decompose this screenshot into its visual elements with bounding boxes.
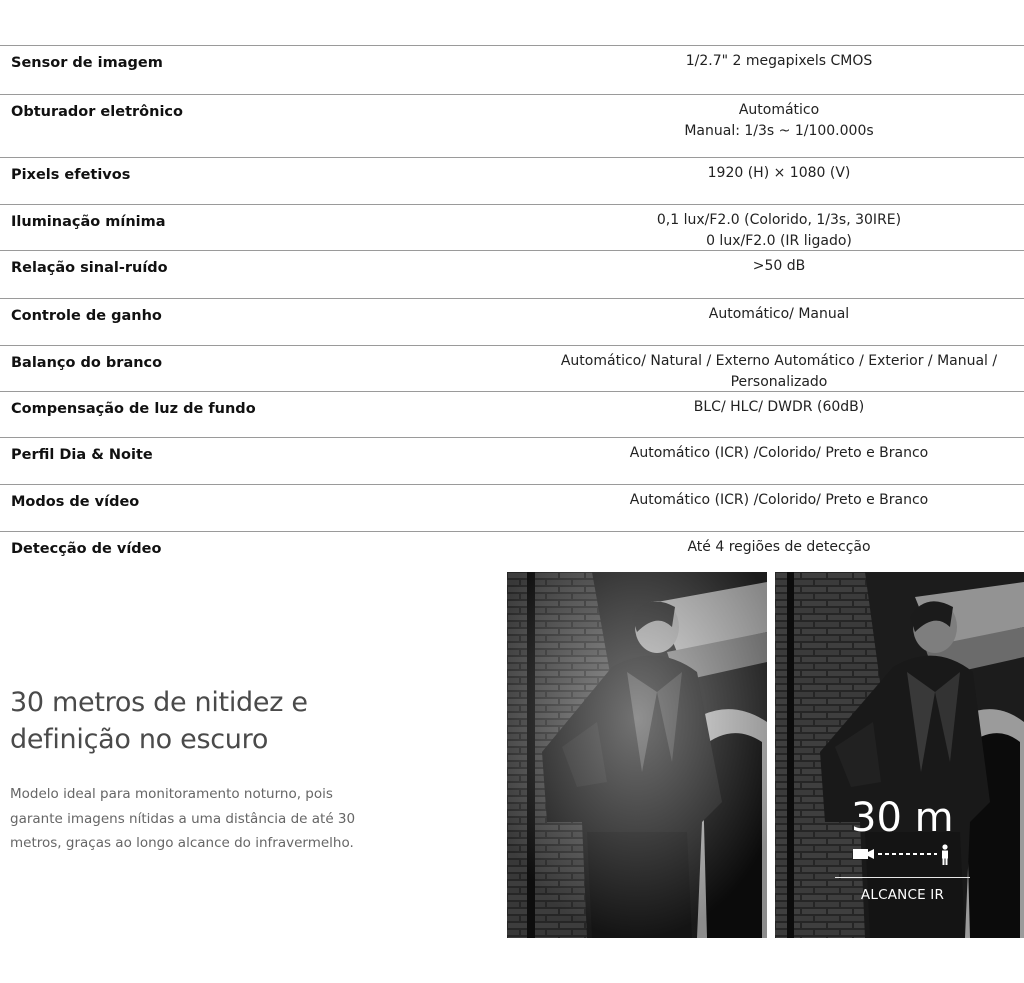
spec-value: >50 dB [752, 258, 806, 274]
spec-value: 1920 (H) × 1080 (V) [707, 165, 851, 181]
spec-value: 1/2.7" 2 megapixels CMOS [685, 53, 873, 69]
spec-label: Detecção de vídeo [11, 541, 162, 557]
spec-value: Automático (ICR) /Colorido/ Preto e Branco [629, 492, 929, 508]
spec-value: BLC/ HLC/ DWDR (60dB) [693, 399, 865, 415]
promo-title: 30 metros de nitidez e definição no escuro [10, 687, 308, 755]
spec-value: 0,1 lux/F2.0 (Colorido, 1/3s, 30IRE) 0 lux/F2.0 (IR ligado) [656, 212, 902, 249]
promo-description: Modelo ideal para monitoramento noturno, pois garante imagens nítidas a uma distância de até 30 metros, graças ao longo alcance do infravermelho. [10, 786, 356, 851]
spec-row-shutter [0, 94, 1024, 157]
spec-label: Sensor de imagem [11, 55, 163, 71]
ir-divider [835, 877, 970, 878]
spec-row-pixels [0, 157, 1024, 204]
ir-range-badge [835, 795, 970, 915]
spec-label: Modos de vídeo [11, 494, 140, 510]
spec-label: Compensação de luz de fundo [11, 401, 256, 417]
spec-table [0, 45, 1024, 567]
spec-label: Relação sinal-ruído [11, 260, 168, 276]
spec-value: Até 4 regiões de detecção [687, 539, 871, 555]
spec-row-min-illumination [0, 204, 1024, 250]
spec-row-white-balance [0, 345, 1024, 391]
spec-value: Automático/ Manual [708, 306, 850, 322]
spec-row-day-night [0, 437, 1024, 484]
spec-row-sensor [0, 45, 1024, 94]
spec-label: Perfil Dia & Noite [11, 447, 153, 463]
spec-value: Automático Manual: 1/3s ~ 1/100.000s [684, 102, 874, 139]
spec-label: Controle de ganho [11, 308, 162, 324]
spec-row-video-modes [0, 484, 1024, 531]
night-photo-standard [507, 572, 767, 938]
ir-range-graphic [853, 844, 953, 866]
spec-row-gain [0, 298, 1024, 345]
camera-icon [853, 849, 874, 859]
spec-value: Automático/ Natural / Externo Automático / Exterior / Manual / Personalizado [560, 353, 998, 390]
spec-row-snr [0, 250, 1024, 298]
spec-label: Obturador eletrônico [11, 104, 183, 120]
spec-label: Pixels efetivos [11, 167, 131, 183]
ir-distance-value: 30 m [851, 795, 954, 841]
spec-label: Balanço do branco [11, 355, 163, 371]
person-icon [942, 844, 948, 865]
spec-value: Automático (ICR) /Colorido/ Preto e Branco [629, 445, 929, 461]
spec-row-backlight [0, 391, 1024, 437]
spec-label: Iluminação mínima [11, 214, 166, 230]
ir-label: ALCANCE IR [860, 887, 945, 903]
spec-row-video-detection [0, 531, 1024, 567]
